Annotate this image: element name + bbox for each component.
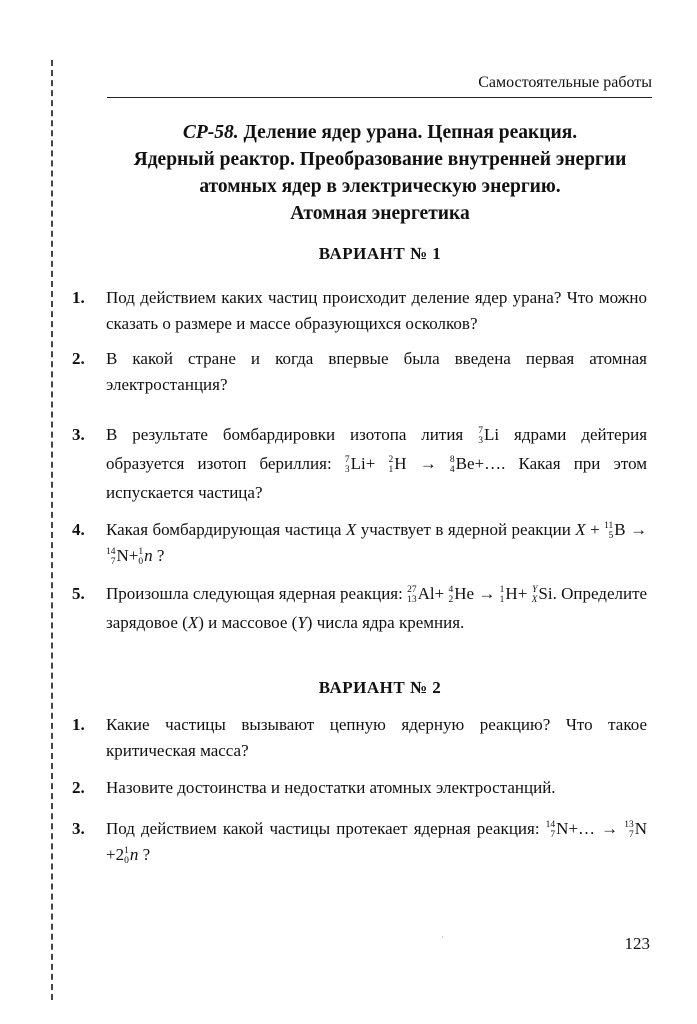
v1-question-1: [72, 285, 647, 337]
element-symbol: B: [614, 520, 626, 539]
arrow-icon: →: [630, 520, 648, 539]
isotope-li: [478, 420, 499, 449]
ellipsis: +…: [568, 819, 596, 838]
neutron: [138, 543, 152, 569]
atomic-number: 3: [478, 436, 483, 447]
variable-y: Y: [297, 613, 307, 632]
mass-number: 4: [448, 585, 454, 596]
element-symbol: H: [505, 584, 518, 603]
element-symbol: Al: [417, 584, 435, 603]
isotope-li: [345, 449, 366, 478]
question-text: [106, 816, 647, 868]
v1-question-2: [72, 346, 647, 398]
mass-number: 1: [499, 585, 505, 596]
question-number: 1.: [72, 288, 85, 307]
question-text: В какой стране и когда впервые была введена первая атомная электростанция?: [106, 349, 647, 394]
isotope-h1: [500, 579, 518, 608]
question-number: 3.: [72, 425, 85, 444]
plus-sign: +: [128, 546, 139, 565]
element-symbol: n: [129, 845, 139, 864]
question-text: [106, 517, 647, 569]
isotope-al: [407, 579, 435, 608]
isotope-si: [532, 579, 553, 608]
mass-number: 1: [138, 547, 144, 558]
atomic-number: 5: [608, 531, 614, 542]
q5-text-2: Определите зарядовое (: [106, 584, 648, 632]
v2-question-1: [72, 712, 647, 764]
v1-question-5: [72, 579, 647, 637]
element-symbol: H: [394, 454, 407, 473]
q5-text-3: ) и массовое (: [198, 613, 298, 632]
isotope-n14: [546, 816, 569, 842]
q5-text-4: ) числа ядра кремния.: [306, 613, 465, 632]
title-code: СР-58.: [182, 122, 239, 143]
element-symbol: Si: [538, 584, 553, 603]
header-rule: [107, 97, 652, 98]
question-number: 5.: [72, 584, 85, 603]
isotope-b: [604, 517, 626, 543]
question-number: 2.: [72, 349, 85, 368]
atomic-number: 13: [407, 595, 417, 606]
title-line-3: атомных ядер в электрическую энергию.: [199, 176, 561, 197]
section-title: [100, 119, 660, 227]
atomic-number: 3: [344, 465, 350, 476]
q3-text-1: В результате бомбардировки изотопа лития: [106, 425, 464, 444]
mass-number: 8: [449, 455, 455, 466]
plus-sign: +: [517, 584, 528, 603]
element-symbol: N: [556, 819, 569, 838]
atomic-number: 1: [499, 595, 505, 606]
atomic-number: 4: [449, 465, 455, 476]
question-mark: ?: [156, 546, 165, 565]
q4-text-2: участвует в ядерной реакции: [360, 520, 571, 539]
atomic-number: 0: [124, 856, 129, 867]
variable-x: X: [345, 520, 357, 539]
page-number: 123: [624, 934, 650, 953]
q3-text-2: ядрами дейтерия образуется изотоп бериллия:: [106, 425, 648, 473]
question-text: [106, 579, 647, 637]
arrow-icon: →: [601, 819, 619, 838]
isotope-n13: [624, 816, 647, 842]
v2-question-2: [72, 775, 647, 801]
period: .: [552, 584, 557, 603]
q5-text-1: Произошла следующая ядерная реакция:: [106, 584, 403, 603]
ellipsis: +….: [474, 454, 506, 473]
scan-edge-line: [51, 60, 53, 1000]
v1-question-3: [72, 420, 647, 507]
title-line-4: Атомная энергетика: [290, 203, 470, 224]
element-symbol: Be: [455, 454, 475, 473]
question-mark: ?: [142, 845, 151, 864]
q3-text-1: Под действием какой частицы протекает ядерная реакция:: [106, 819, 540, 838]
running-header: Самостоятельные работы: [478, 74, 652, 91]
mass-number: 7: [344, 455, 350, 466]
question-text: [106, 420, 647, 507]
plus-sign: +: [434, 584, 445, 603]
q3-text-3: Какая при этом испускается частица?: [106, 454, 648, 502]
atomic-number: 2: [448, 595, 454, 606]
plus-sign: +: [590, 520, 600, 539]
atomic-number: 7: [628, 830, 634, 841]
title-text-1: Деление ядер урана. Цепная реакция.: [243, 122, 578, 143]
isotope-n14: [106, 543, 129, 569]
atomic-number: 1: [388, 465, 394, 476]
scan-speck: ·: [441, 933, 444, 942]
mass-number: 2: [388, 455, 394, 466]
element-symbol: He: [454, 584, 475, 603]
mass-number: 1: [124, 846, 129, 857]
neutron: [124, 842, 138, 868]
question-number: 1.: [72, 715, 85, 734]
atomic-number: 7: [110, 557, 116, 568]
variable-x: X: [575, 520, 586, 539]
plus-sign: +: [106, 845, 116, 864]
mass-number: 14: [545, 820, 556, 831]
mass-number: Y: [532, 585, 538, 596]
question-text: Какие частицы вызывают цепную ядерную реакцию? Что такое критическая масса?: [106, 715, 647, 760]
coefficient: 2: [115, 845, 125, 864]
atomic-number: 7: [550, 830, 556, 841]
mass-number: 14: [106, 547, 116, 558]
variant-2-heading: ВАРИАНТ № 2: [318, 678, 442, 697]
element-symbol: N: [634, 819, 647, 838]
title-line-2: Ядерный реактор. Преобразование внутренней энергии: [133, 149, 627, 170]
question-text: Под действием каких частиц происходит деление ядер урана? Что можно сказать о размере и массе образующихся осколков?: [106, 288, 647, 333]
isotope-he: [449, 579, 475, 608]
mass-number: 7: [478, 426, 483, 437]
v1-question-4: [72, 517, 647, 569]
v2-question-3: [72, 816, 647, 868]
element-symbol: Li: [350, 454, 366, 473]
element-symbol: n: [144, 546, 153, 565]
isotope-h2: [388, 449, 406, 478]
question-text: Назовите достоинства и недостатки атомных электростанций.: [106, 778, 556, 797]
isotope-be: [450, 449, 475, 478]
question-number: 4.: [72, 520, 85, 539]
atomic-number: 0: [138, 557, 144, 568]
mass-number: 11: [604, 521, 614, 532]
variant-1-heading: ВАРИАНТ № 1: [318, 244, 442, 263]
question-number: 2.: [72, 778, 85, 797]
plus-sign: +: [365, 454, 376, 473]
arrow-icon: →: [419, 454, 437, 473]
title-line-1: [100, 119, 660, 146]
element-symbol: N: [116, 546, 129, 565]
mass-number: 13: [624, 820, 634, 831]
atomic-number: X: [531, 595, 538, 606]
element-symbol: Li: [483, 425, 500, 444]
mass-number: 27: [407, 585, 417, 596]
arrow-icon: →: [478, 584, 496, 603]
variable-x: X: [187, 613, 199, 632]
q4-text-1: Какая бомбардирующая частица: [106, 520, 342, 539]
question-number: 3.: [72, 819, 85, 838]
